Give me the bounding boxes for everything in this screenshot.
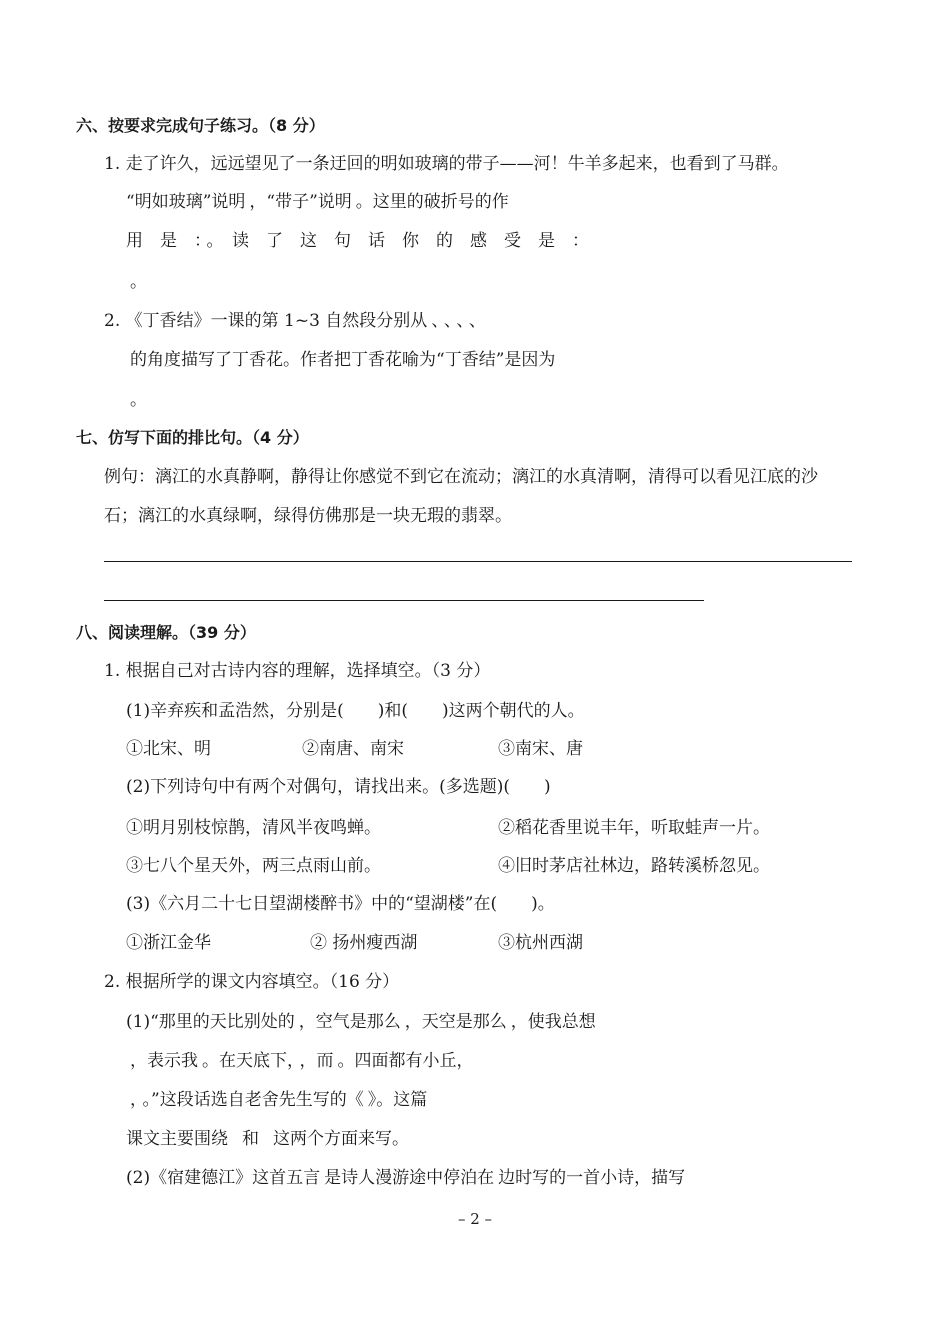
q6-1-label-a: “明如玻璃”说明: [126, 192, 246, 212]
q6-1-label-d: 用 是 ：: [126, 231, 203, 251]
option-2[interactable]: ② 扬州瘦西湖: [310, 933, 418, 953]
q8-2-label-h: 。四面都有小丘，: [337, 1051, 474, 1071]
q6-2-line3: [126, 388, 147, 412]
q8-1-title: 1. 根据自己对古诗内容的理解，选择填空。（3 分）: [104, 661, 491, 681]
q6-1-line4: [126, 270, 147, 294]
q8-2-line5: [126, 1166, 685, 1190]
q7-example-line2: 石；漓江的水真绿啊，绿得仿佛那是一块无瑕的翡翠。: [104, 506, 512, 526]
section-7-title: 七、仿写下面的排比句。（4 分）: [76, 428, 309, 447]
answer-line[interactable]: [104, 600, 704, 601]
q7-example-line1: 例句：漓江的水真静啊，静得让你感觉不到它在流动；漓江的水真清啊，清得可以看见江底的沙: [104, 467, 818, 487]
q8-2-label-f: 。在天底下，: [202, 1051, 296, 1071]
q6-1-label-c: 。这里的破折号的作: [355, 192, 509, 212]
option-3[interactable]: ③七八个星天外，两三点雨山前。: [126, 856, 381, 876]
q6-2-line2: [126, 348, 559, 372]
option-1[interactable]: ①北宋、明: [126, 739, 211, 759]
q6-2-end: 。: [130, 390, 147, 410]
q8-2-label-i: ，: [130, 1090, 139, 1110]
q8-1-3: (3)《六月二十七日望湖楼醉书》中的“望湖楼”在( )。: [126, 894, 555, 914]
q8-2-label-g: ，而: [299, 1051, 334, 1071]
separator: 、: [431, 311, 440, 331]
q8-2-line4: [126, 1127, 409, 1151]
option-1[interactable]: ①浙江金华: [126, 933, 211, 953]
option-3[interactable]: ③南宋、唐: [498, 739, 583, 759]
q8-2-label-j: 。”这段话选自老舍先生写的《: [142, 1090, 364, 1110]
option-3[interactable]: ③杭州西湖: [498, 933, 583, 953]
q6-1-line3: [126, 229, 589, 253]
q8-2-label-l: 课文主要围绕: [126, 1129, 228, 1149]
q8-2-label-d: ，使我总想: [510, 1012, 596, 1032]
q8-2-label-k: 》。这篇: [367, 1090, 428, 1110]
q8-2-label-m: 和: [242, 1129, 259, 1149]
q8-2-title: 2. 根据所学的课文内容填空。（16 分）: [104, 972, 400, 992]
q6-1-label-b: ，“带子”说明: [249, 192, 352, 212]
q6-2-line1: [104, 309, 486, 333]
answer-line[interactable]: [104, 561, 852, 562]
q8-2-label-n: 这两个方面来写。: [273, 1129, 409, 1149]
separator: 、: [456, 311, 465, 331]
page-number: – 2 –: [457, 1210, 493, 1228]
q8-1-1: (1)辛弃疾和孟浩然，分别是( )和( )这两个朝代的人。: [126, 701, 585, 721]
q6-1-line2: [126, 190, 509, 214]
option-2[interactable]: ②稻花香里说丰年，听取蛙声一片。: [498, 818, 770, 838]
q6-2-label-a: 2. 《丁香结》一课的第 1~3 自然段分别从: [104, 311, 428, 331]
q6-1-line1: 1. 走了许久，远远望见了一条迂回的明如玻璃的带子——河！牛羊多起来，也看到了马群。: [104, 154, 789, 174]
option-1[interactable]: ①明月别枝惊鹊，清风半夜鸣蝉。: [126, 818, 381, 838]
separator: 、: [468, 311, 486, 331]
q8-2-label-b: ，空气是那么: [298, 1012, 401, 1032]
option-4[interactable]: ④旧时茅店社林边，路转溪桥忽见。: [498, 856, 770, 876]
separator: 、: [443, 311, 453, 331]
q8-2-line3: [126, 1088, 427, 1112]
q8-2-label-e: ，表示我: [130, 1051, 198, 1071]
q8-2-label-p: 是诗人漫游途中停泊在: [324, 1168, 495, 1188]
q8-2-label-o: (2)《宿建德江》这首五言: [126, 1168, 321, 1188]
q8-2-line1: [126, 1010, 596, 1034]
q8-2-label-q: 边时写的一首小诗，描写: [498, 1168, 686, 1188]
q6-1-end: 。: [130, 272, 147, 292]
section-6-title: 六、按要求完成句子练习。（8 分）: [76, 116, 325, 135]
section-8-title: 八、阅读理解。（39 分）: [76, 623, 256, 642]
q8-2-label-a: (1)“那里的天比别处的: [126, 1012, 295, 1032]
q8-1-2: (2)下列诗句中有两个对偶句，请找出来。(多选题)( ): [126, 777, 551, 797]
q8-2-line2: [126, 1049, 474, 1073]
option-2[interactable]: ②南唐、南宋: [302, 739, 404, 759]
q8-2-label-c: ，天空是那么: [404, 1012, 507, 1032]
q6-2-label-b: 的角度描写了丁香花。作者把丁香花喻为“丁香结”是因为: [130, 350, 556, 370]
q6-1-label-e: 。 读 了 这 句 话 你 的 感 受 是 ：: [206, 231, 589, 251]
